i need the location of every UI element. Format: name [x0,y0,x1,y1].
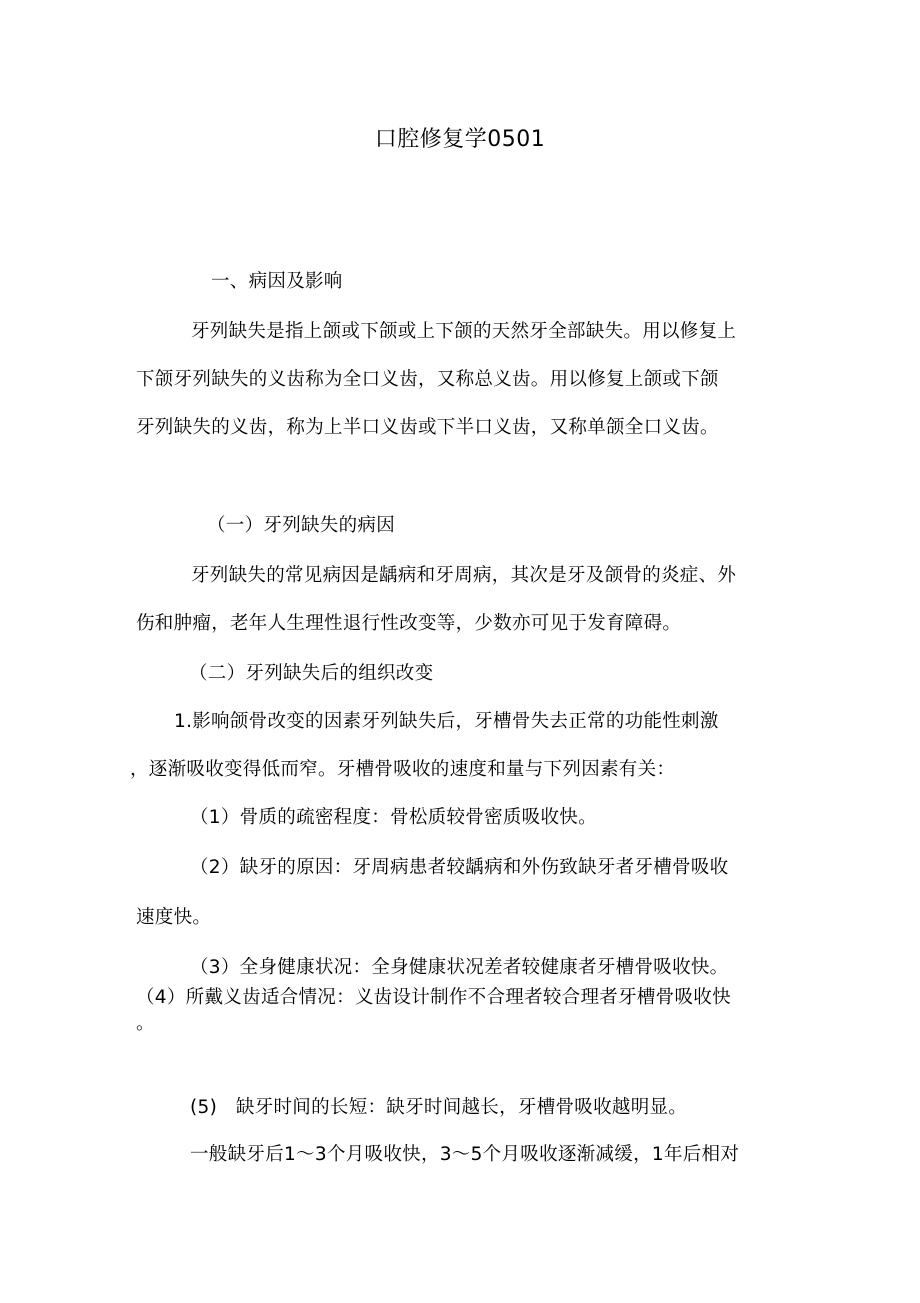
list-item: （4）所戴义齿适合情况：义齿设计制作不合理者较合理者牙槽骨吸收快 [136,987,731,1008]
subsection-heading-causes: （一）牙列缺失的病因 [207,515,396,536]
section-heading-causes-effects: 一、病因及影响 [211,271,343,292]
list-item: (5) 缺牙时间的长短：缺牙时间越长，牙槽骨吸收越明显。 [190,1097,688,1118]
list-item: （2）缺牙的原因：牙周病患者较龋病和外伤致缺牙者牙槽骨吸收 [190,857,729,878]
paragraph-line: 。 [136,1013,155,1034]
list-item: （3）全身健康状况：全身健康状况差者较健康者牙槽骨吸收快。 [190,957,729,978]
paragraph-line: 牙列缺失的义齿，称为上半口义齿或下半口义齿，又称单颌全口义齿。 [136,417,719,438]
paragraph-line: 牙列缺失是指上颌或下颌或上下颌的天然牙全部缺失。用以修复上 [191,321,737,342]
paragraph-line: 速度快。 [136,907,212,928]
paragraph-line: 下颌牙列缺失的义齿称为全口义齿，又称总义齿。用以修复上颌或下颌 [136,369,719,390]
subsection-heading-tissue-changes: （二）牙列缺失后的组织改变 [189,663,434,684]
document-title: 口腔修复学0501 [374,127,546,152]
paragraph-line: 伤和肿瘤，老年人生理性退行性改变等，少数亦可见于发育障碍。 [136,613,682,634]
paragraph-line: ，逐渐吸收变得低而窄。牙槽骨吸收的速度和量与下列因素有关： [130,759,676,780]
paragraph-line: 牙列缺失的常见病因是龋病和牙周病，其次是牙及颌骨的炎症、外 [191,565,737,586]
paragraph-line: 1.影响颌骨改变的因素牙列缺失后，牙槽骨失去正常的功能性刺激 [174,711,719,732]
paragraph-line: 一般缺牙后1～3个月吸收快，3～5个月吸收逐渐减缓，1年后相对 [190,1144,740,1165]
list-item: （1）骨质的疏密程度：骨松质较骨密质吸收快。 [190,807,597,828]
